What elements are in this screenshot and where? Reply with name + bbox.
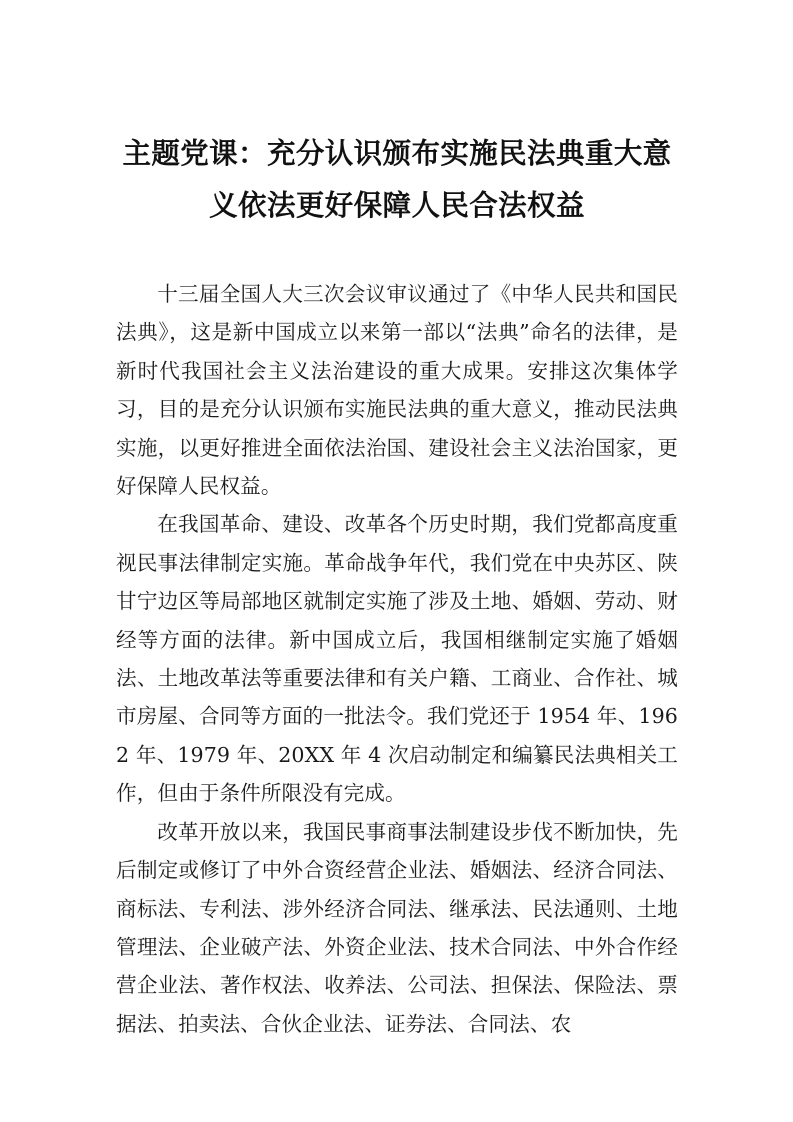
page-title — [116, 128, 678, 232]
title-line-1: 主题党课：充分认识颁布实施民法典重大意 — [122, 137, 672, 170]
paragraph-1: 十三届全国人大三次会议审议通过了《中华人民共和国民法典》，这是新中国成立以来第一部以“法典”命名的法律，是新时代我国社会主义法治建设的重大成果。安排这次集体学习，目的是充分认识颁布实施民法典的重大意义，推动民法典实施，以更好推进全面依法治国、建设社会主义法治国家，更好保障人民权益。 — [116, 282, 678, 499]
title-body-spacer — [116, 232, 678, 275]
paragraph-2: 在我国革命、建设、改革各个历史时期，我们党都高度重视民事法律制定实施。革命战争年代，我们党在中央苏区、陕甘宁边区等局部地区就制定实施了涉及土地、婚姻、劳动、财经等方面的法律。新中国成立后，我国相继制定实施了婚姻法、土地改革法等重要法律和有关户籍、工商业、合作社、城市房屋、合同等方面的一批法令。我们党还于 1954 年、1962 年、1979 年、20XX 年 4 次启动制定和编纂民法典相关工作，但由于条件所限没有完成。 — [116, 512, 678, 806]
document-content — [116, 128, 678, 1043]
document-body — [116, 275, 678, 1043]
paragraph-3: 改革开放以来，我国民事商事法制建设步伐不断加快，先后制定或修订了中外合资经营企业法、婚姻法、经济合同法、商标法、专利法、涉外经济合同法、继承法、民法通则、土地管理法、企业破产法、外资企业法、技术合同法、中外合作经营企业法、著作权法、收养法、公司法、担保法、保险法、票据法、拍卖法、合伙企业法、证券法、合同法、农 — [116, 819, 678, 1036]
title-line-2: 义依法更好保障人民合法权益 — [209, 189, 585, 222]
